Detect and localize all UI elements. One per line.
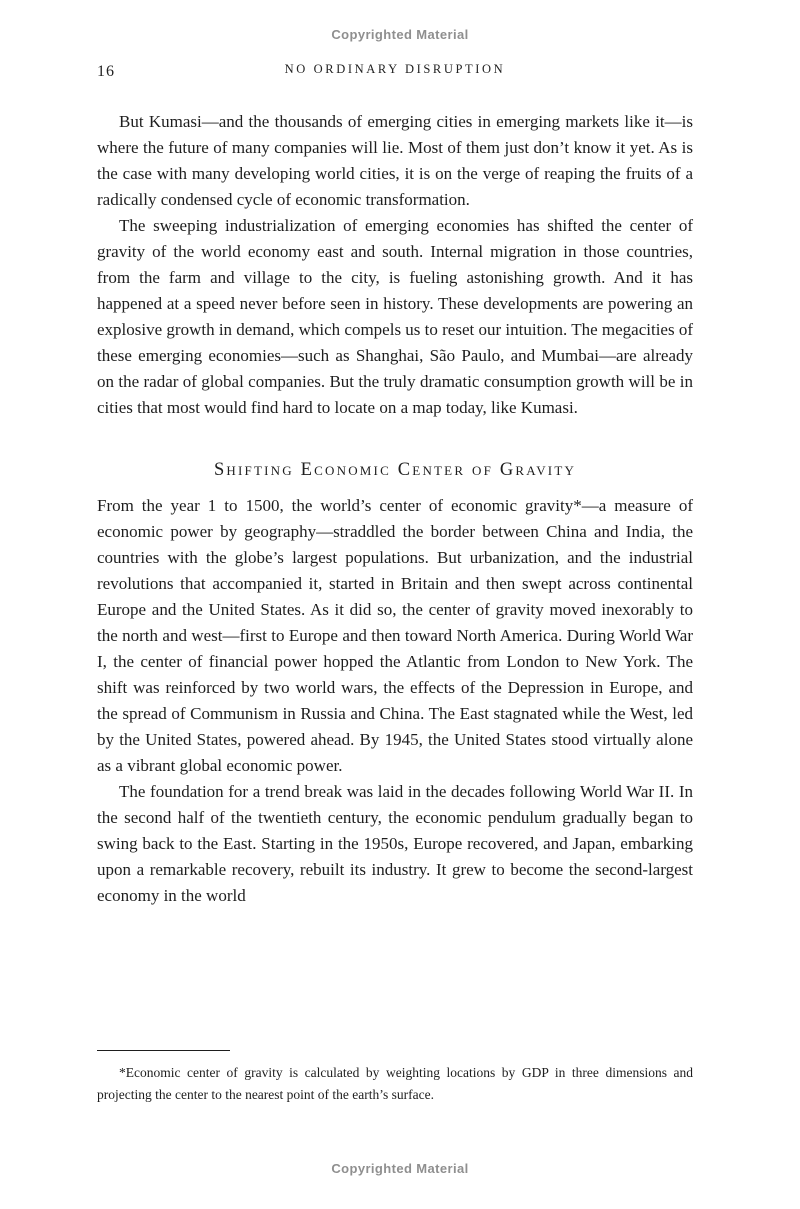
paragraph: But Kumasi—and the thousands of emerging cities in emerging markets like it—is where the future of many companies will lie. Most of them just don’t know it yet. As is the case with many developing world cities, it is on the verge of reaping the fruits of a radically condensed cycle of economic transformation. — [97, 112, 693, 209]
copyright-watermark-bottom: Copyrighted Material — [331, 1161, 469, 1176]
paragraph: From the year 1 to 1500, the world’s center of economic gravity*—a measure of economic power by geography—straddled the border between China and India, the countries with the globe’s largest populations. But urbanization, and the industrial revolutions that accompanied it, started in Britain and then swept across continental Europe and the United States. As it did so, the center of gravity moved inexorably to the north and west—first to Europe and then toward North America. During World War I, the center of financial power hopped the Atlantic from London to New York. The shift was reinforced by two world wars, the effects of the Depression in Europe, and the spread of Communism in Russia and China. The East stagnated while the West, led by the United States, powered ahead. By 1945, the United States stood virtually alone as a vibrant global economic power. — [97, 496, 693, 775]
running-header — [97, 62, 693, 82]
footnote — [97, 1050, 693, 1106]
page-number: 16 — [97, 63, 115, 80]
section-heading: Shifting Economic Center of Gravity — [213, 460, 577, 480]
footnote-text: *Economic center of gravity is calculated by weighting locations by GDP in three dimensions and projecting the center to the nearest point of the earth’s surface. — [97, 1065, 693, 1102]
copyright-watermark-top: Copyrighted Material — [331, 27, 469, 42]
body-text — [97, 109, 693, 909]
running-title: NO ORDINARY DISRUPTION — [284, 62, 506, 76]
paragraph: The sweeping industrialization of emerging economies has shifted the center of gravity of the world economy east and south. Internal migration in those countries, from the farm and village to the city, is fueling astonishing growth. And it has happened at a speed never before seen in history. These developments are powering an explosive growth in demand, which compels us to reset our intuition. The megacities of these emerging economies—such as Shanghai, São Paulo, and Mumbai—are already on the radar of global companies. But the truly dramatic consumption growth will be in cities that most would find hard to locate on a map today, like Kumasi. — [97, 216, 693, 417]
footnote-rule — [97, 1050, 230, 1051]
paragraph: The foundation for a trend break was laid in the decades following World War II. In the second half of the twentieth century, the economic pendulum gradually began to swing back to the East. Starting in the 1950s, Europe recovered, and Japan, embarking upon a remarkable recovery, rebuilt its industry. It grew to become the second-largest economy in the world — [97, 782, 693, 905]
